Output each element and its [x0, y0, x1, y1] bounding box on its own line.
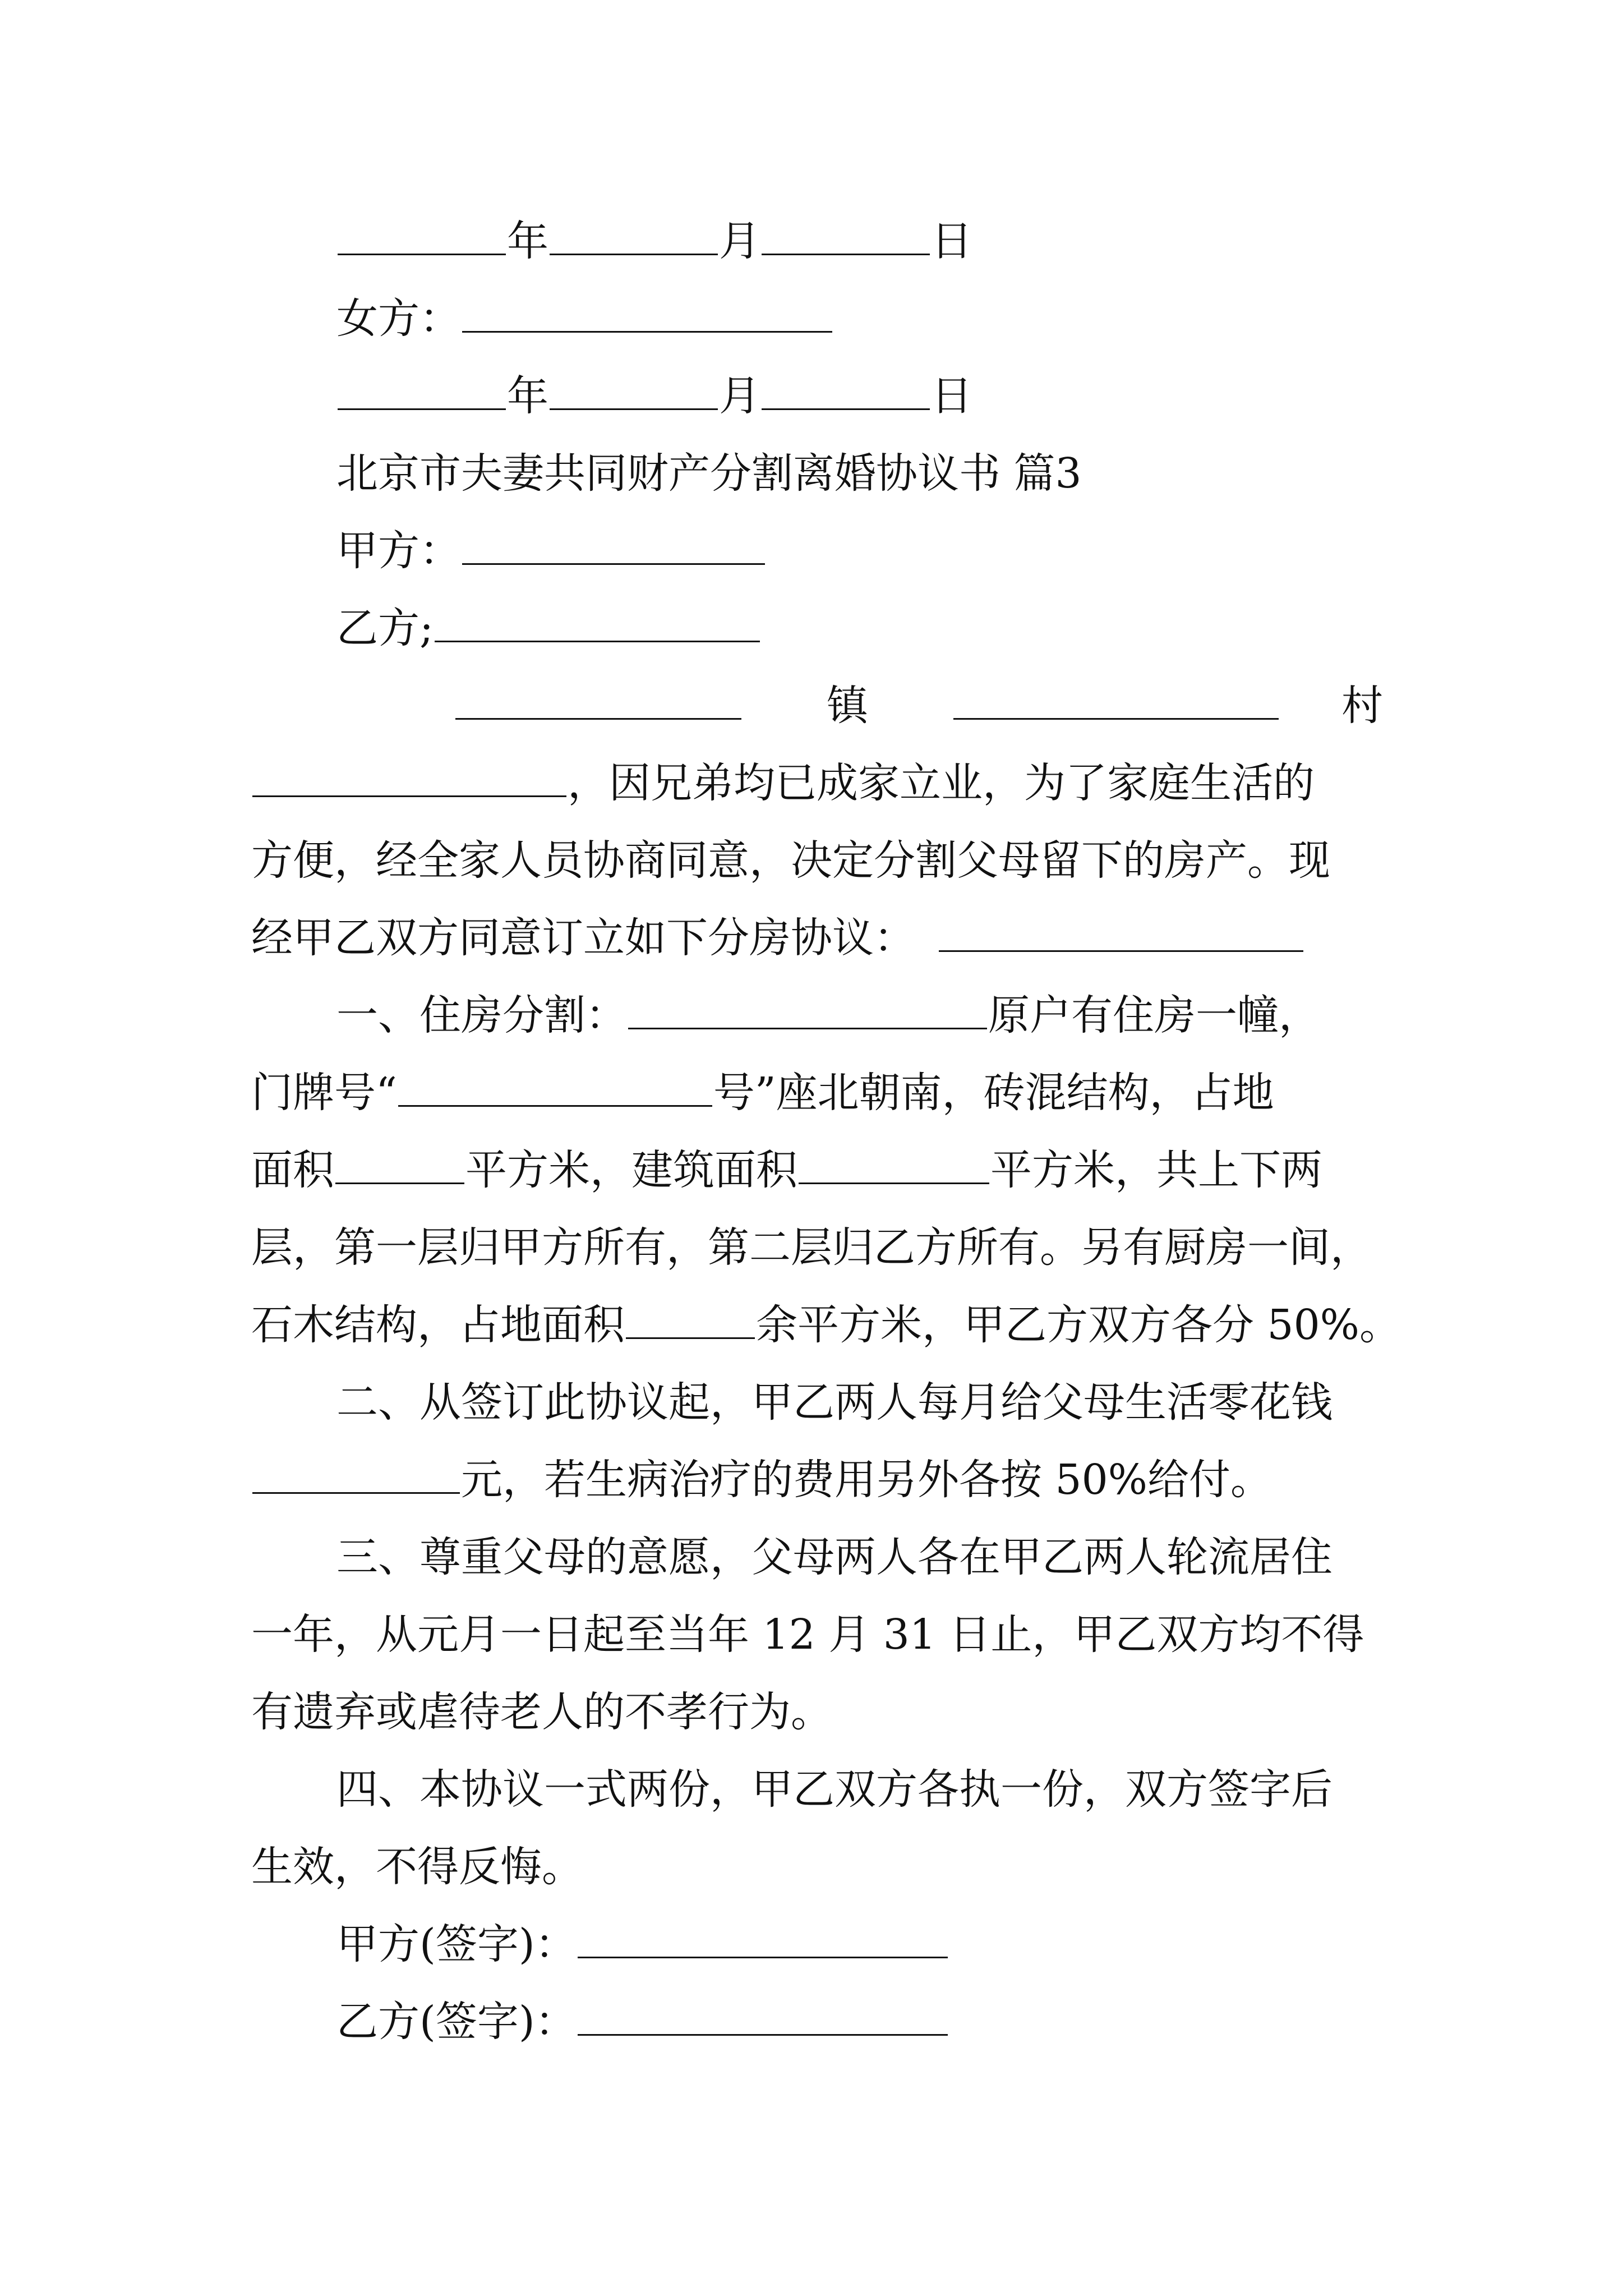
- house-owner-blank: [628, 976, 987, 1029]
- signature-b-line: [336, 1980, 1374, 2064]
- day-label: 日: [931, 372, 972, 420]
- month-blank: [550, 202, 718, 255]
- p2-text-3a: 面积: [251, 1146, 334, 1194]
- paragraph-2-line-5: [251, 1283, 1401, 1367]
- signature-a-line: [336, 1902, 1374, 1986]
- female-label: 女方：: [336, 295, 461, 343]
- month-label: 月: [719, 372, 760, 420]
- p2-text-3b: 平方米，建筑面积: [465, 1146, 797, 1194]
- year-label: 年: [507, 217, 548, 265]
- date-line-top: [336, 199, 1374, 283]
- day-label: 日: [931, 217, 972, 265]
- paragraph-5-line-1: 四、本协议一式两份，甲乙双方各执一份，双方签字后: [336, 1765, 1332, 1814]
- paragraph-2-line-1: [336, 973, 1374, 1057]
- paragraph-2-line-3: [251, 1128, 1373, 1212]
- signature-b-blank: [578, 1982, 948, 2036]
- day-blank: [762, 202, 930, 255]
- p2-text-3c: 平方米，共上下两: [990, 1146, 1322, 1194]
- party-a-line: [336, 509, 1374, 593]
- p2-text-5b: 余平方米，甲乙方双方各分 50%。: [756, 1301, 1401, 1349]
- paragraph-3-line-1: 二、从签订此协议起，甲乙两人每月给父母生活零花钱: [336, 1378, 1332, 1427]
- paragraph-2-line-4: 层，第一层归甲方所有，第二层归乙方所有。另有厨房一间，: [251, 1223, 1372, 1272]
- town-label: 镇: [827, 682, 868, 730]
- party-b-line: [336, 586, 1374, 670]
- party-b-label: 乙方;: [336, 604, 434, 652]
- date-line-female: [336, 354, 1374, 438]
- paragraph-4-line-1: 三、尊重父母的意愿，父母两人各在甲乙两人轮流居住: [336, 1533, 1332, 1581]
- signature-a-blank: [578, 1905, 948, 1958]
- kitchen-area-blank: [626, 1286, 755, 1339]
- month-blank: [550, 357, 718, 410]
- female-line: [336, 277, 1374, 361]
- year-blank: [338, 202, 506, 255]
- village-blank: [953, 666, 1279, 720]
- paragraph-4-line-2: 一年，从元月一日起至当年 12 月 31 日止，甲乙双方均不得: [251, 1611, 1364, 1659]
- month-label: 月: [719, 217, 760, 265]
- day-blank: [762, 357, 930, 410]
- p1-text-1: ，因兄弟均已成家立业，为了家庭生活的: [568, 759, 1315, 807]
- p2-text-1b: 原户有住房一幢，: [988, 991, 1320, 1039]
- year-label: 年: [507, 372, 548, 420]
- allowance-blank: [252, 1441, 460, 1494]
- paragraph-5-line-2: 生效，不得反悔。: [251, 1843, 583, 1891]
- p2-text-5a: 石木结构，占地面积: [251, 1301, 625, 1349]
- paragraph-4-line-3: 有遗弃或虐待老人的不孝行为。: [251, 1688, 832, 1736]
- building-area-blank: [799, 1131, 989, 1184]
- town-blank: [455, 666, 741, 720]
- signature-a-label: 甲方(签字)：: [336, 1920, 577, 1968]
- party-a-label: 甲方：: [336, 527, 461, 575]
- party-b-blank: [435, 589, 760, 642]
- house-number-blank: [398, 1053, 712, 1107]
- p2-text-2a: 门牌号“: [251, 1069, 397, 1117]
- paragraph-3-line-2: [251, 1438, 1373, 1522]
- p2-text-2b: 号”座北朝南，砖混结构，占地: [713, 1069, 1274, 1117]
- agreement-blank: [939, 899, 1303, 952]
- p3-text-2: 元，若生病治疗的费用另外各按 50%给付。: [461, 1456, 1272, 1504]
- p1-text-3: 经甲乙双方同意订立如下分房协议：: [251, 914, 915, 962]
- signature-b-label: 乙方(签字)：: [336, 1998, 577, 2046]
- female-blank: [462, 279, 832, 333]
- party-a-blank: [462, 512, 765, 565]
- village-label: 村: [1341, 682, 1383, 730]
- section-title: 北京市夫妻共同财产分割离婚协议书 篇3: [336, 449, 1082, 498]
- year-blank: [338, 357, 506, 410]
- name-blank: [252, 744, 566, 797]
- paragraph-1-line-2: 方便，经全家人员协商同意，决定分割父母留下的房产。现: [251, 836, 1330, 885]
- paragraph-1-line-1: [251, 741, 1373, 825]
- paragraph-1-line-3: [251, 896, 1373, 980]
- town-village-line: [454, 664, 1383, 748]
- paragraph-2-line-2: [251, 1051, 1373, 1135]
- land-area-blank: [335, 1131, 464, 1184]
- p2-text-1a: 一、住房分割：: [336, 991, 627, 1039]
